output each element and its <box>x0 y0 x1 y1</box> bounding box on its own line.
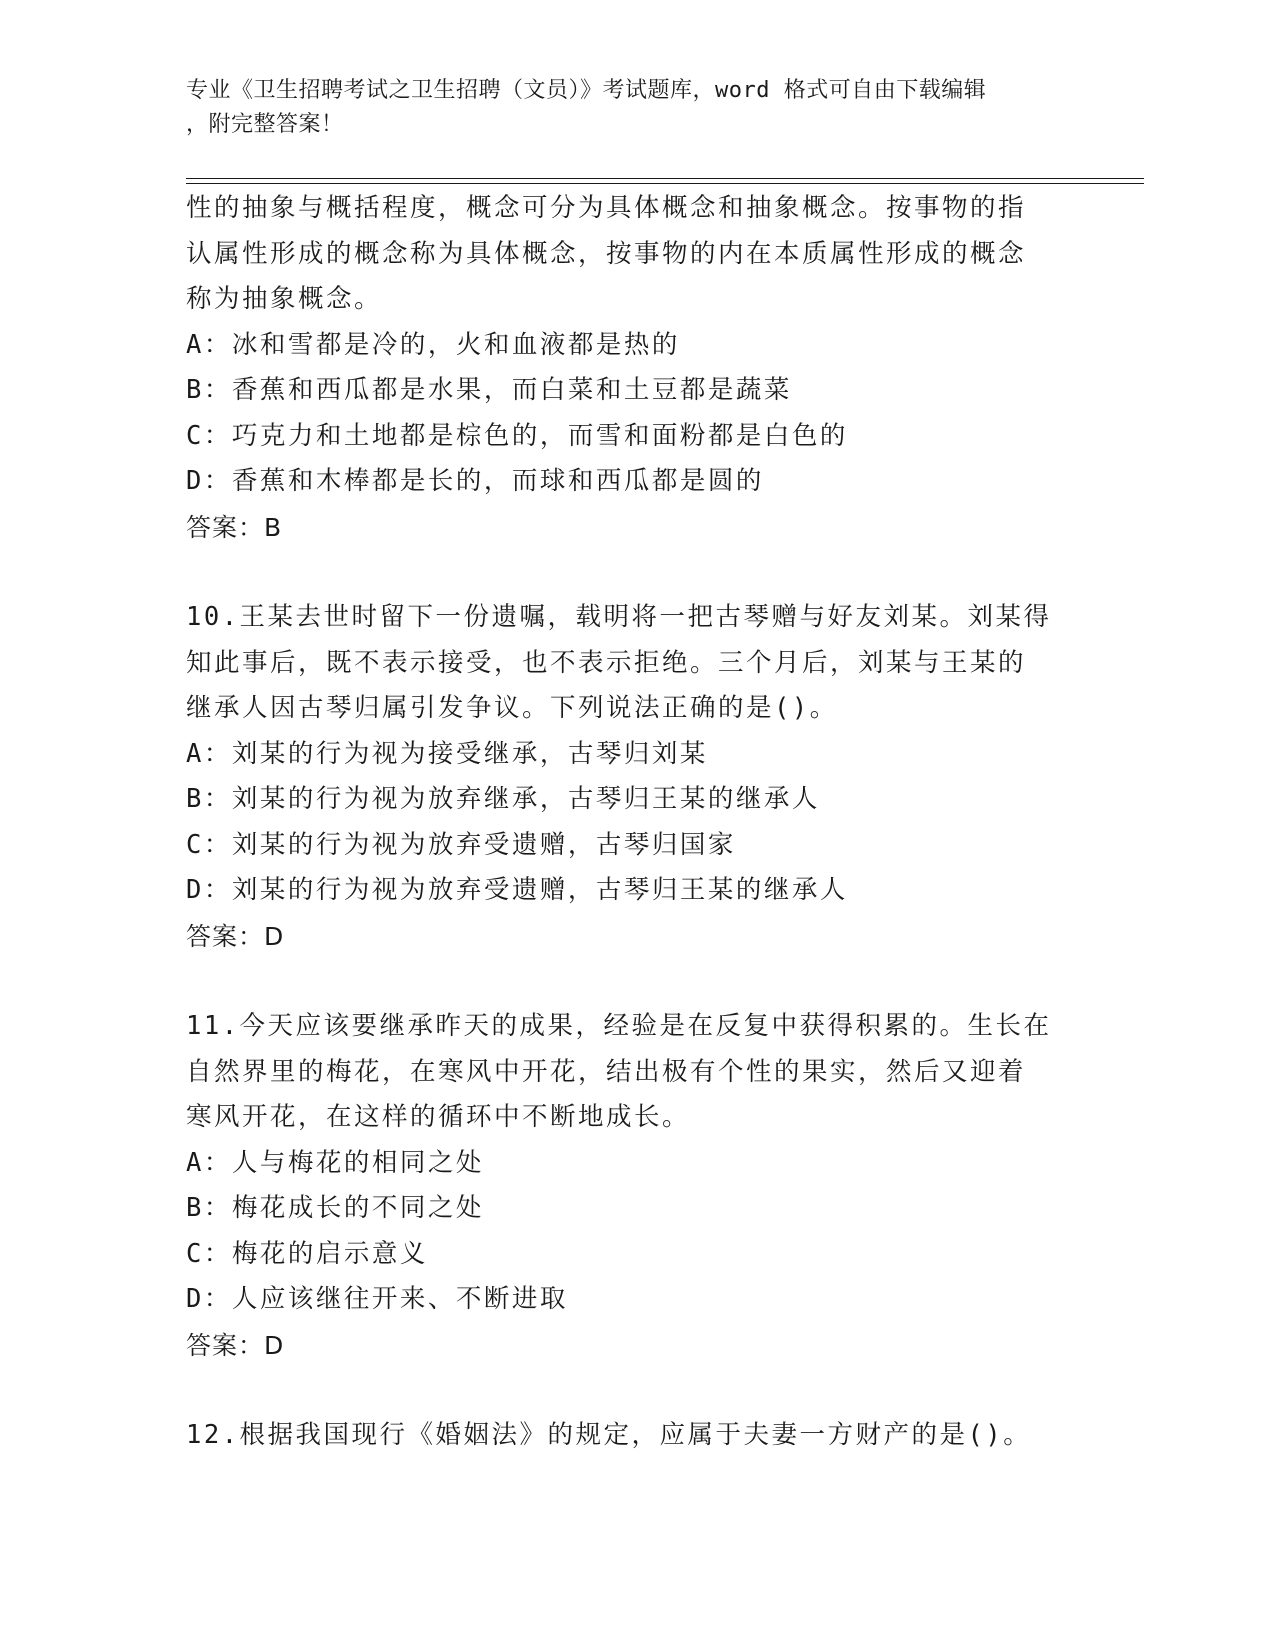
answer-line: 答案：D <box>186 1330 285 1360</box>
answer-line: 答案：D <box>186 921 285 951</box>
question-text-line: 自然界里的梅花，在寒风中开花，结出极有个性的果实，然后又迎着 <box>186 1056 1027 1087</box>
answer-line: 答案：B <box>186 512 283 542</box>
option-a: A：冰和雪都是冷的，火和血液都是热的 <box>186 329 680 360</box>
question-10 <box>186 595 1076 959</box>
option-b: B：刘某的行为视为放弃继承，古琴归王某的继承人 <box>186 784 820 814</box>
option-d: D：刘某的行为视为放弃受遗赠，古琴归王某的继承人 <box>186 875 848 905</box>
option-c: C：刘某的行为视为放弃受遗赠，古琴归国家 <box>186 829 736 860</box>
option-c: C：巧克力和土地都是棕色的，而雪和面粉都是白色的 <box>186 420 848 451</box>
question-text-line: 寒风开花，在这样的循环中不断地成长。 <box>186 1102 691 1132</box>
header-double-rule <box>186 178 1144 184</box>
question-text-line: 12.根据我国现行《婚姻法》的规定，应属于夫妻一方财产的是()。 <box>186 1420 1032 1450</box>
header-line-2: ，附完整答案！ <box>186 112 344 137</box>
question-11 <box>186 1004 1076 1368</box>
question-text-line: 11.今天应该要继承昨天的成果，经验是在反复中获得积累的。生长在 <box>186 1011 1052 1041</box>
header-line-1: 专业《卫生招聘考试之卫生招聘（文员）》考试题库，word 格式可自由下载编辑 <box>186 78 987 103</box>
question-carryover <box>186 186 1076 550</box>
option-d: D：人应该继往开来、不断进取 <box>186 1284 568 1314</box>
option-d: D：香蕉和木棒都是长的，而球和西瓜都是圆的 <box>186 466 764 496</box>
spacer <box>186 550 1076 595</box>
question-text-line: 知此事后，既不表示接受，也不表示拒绝。三个月后，刘某与王某的 <box>186 647 1027 678</box>
question-text-line: 继承人因古琴归属引发争议。下列说法正确的是()。 <box>186 693 838 723</box>
question-text-line: 性的抽象与概括程度，概念可分为具体概念和抽象概念。按事物的指 <box>186 193 1027 223</box>
question-list <box>186 186 1076 1459</box>
document-header <box>186 74 1066 142</box>
option-b: B：梅花成长的不同之处 <box>186 1193 484 1223</box>
spacer <box>186 959 1076 1004</box>
option-a: A：人与梅花的相同之处 <box>186 1147 484 1178</box>
option-a: A：刘某的行为视为接受继承，古琴归刘某 <box>186 738 708 769</box>
question-text-line: 认属性形成的概念称为具体概念，按事物的内在本质属性形成的概念 <box>186 238 1027 269</box>
spacer <box>186 1368 1076 1413</box>
option-b: B：香蕉和西瓜都是水果，而白菜和土豆都是蔬菜 <box>186 375 792 405</box>
option-c: C：梅花的启示意义 <box>186 1238 428 1269</box>
question-12 <box>186 1413 1076 1459</box>
question-text-line: 10.王某去世时留下一份遗嘱，载明将一把古琴赠与好友刘某。刘某得 <box>186 602 1052 632</box>
question-text-line: 称为抽象概念。 <box>186 284 383 314</box>
